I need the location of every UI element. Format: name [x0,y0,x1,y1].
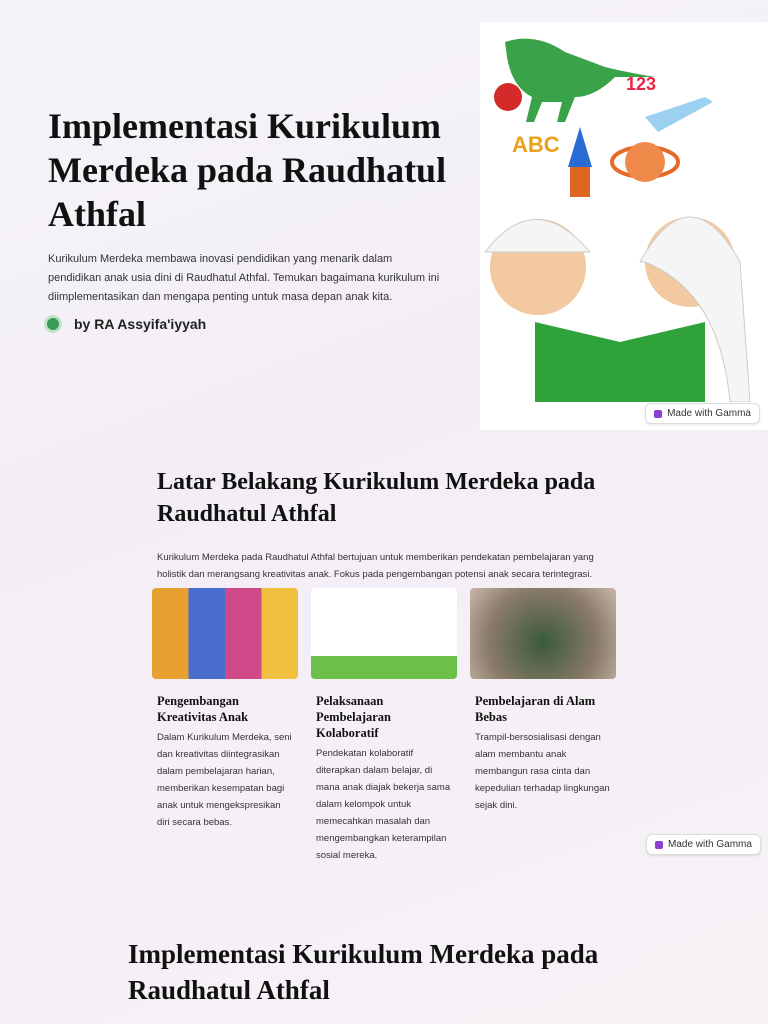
background-section [152,466,622,864]
author-logo-icon [44,315,62,333]
card-collaborative [311,588,457,864]
hero-description: Kurikulum Merdeka membawa inovasi pendidikan yang menarik dalam pendidikan anak usia dini di Raudhatul Athfal. Temukan bagaimana kurikulum ini diimplementasikan dan mengapa penting untuk masa depan anak kita. [48,253,440,303]
hero-section [48,104,468,333]
hero-illustration [480,22,768,430]
hero-title: Implementasi Kurikulum Merdeka pada Raudhatul Athfal [48,106,447,234]
gamma-logo-icon [655,841,663,849]
author [44,315,468,333]
card-title: Pengembangan Kreativitas Anak [157,694,249,724]
made-with-gamma-badge[interactable]: Made with Gamma [646,834,761,855]
card-creativity [152,588,298,864]
card-image [311,588,457,679]
cards [152,588,622,864]
card-text: Dalam Kurikulum Merdeka, seni dan kreativitas diintegrasikan dalam pembelajaran harian, memberikan kesempatan bagi anak untuk mengekspresikan diri secara bebas. [157,732,292,828]
card-title: Pelaksanaan Pembelajaran Kolaboratif [316,694,391,740]
card-image [470,588,616,679]
card-text: Trampil-bersosialisasi dengan alam membantu anak membangun rasa cinta dan kepedulian terhadap lingkungan sejak dini. [475,732,610,811]
card-image [152,588,298,679]
section-description: Kurikulum Merdeka pada Raudhatul Athfal bertujuan untuk memberikan pendekatan pembelajaran yang holistik dan merangsang kreativitas anak. Fokus pada pengembangan potensi anak secara terintegrasi. [157,552,594,580]
gamma-logo-icon [654,410,662,418]
card-nature [470,588,616,864]
letters-text: ABC [512,132,560,157]
card-text: Pendekatan kolaboratif diterapkan dalam belajar, di mana anak diajak bekerja sama dalam kelompok untuk memecahkan masalah dan mengembangkan keterampilan sosial mereka. [316,748,451,861]
made-with-gamma-badge[interactable]: Made with Gamma [645,403,760,424]
numbers-text: 123 [626,74,657,94]
section-title: Implementasi Kurikulum Merdeka pada Raudhatul Athfal [128,939,599,1005]
section-title: Latar Belakang Kurikulum Merdeka pada Raudhatul Athfal [157,469,596,527]
author-name: by RA Assyifa'iyyah [74,316,207,332]
card-title: Pembelajaran di Alam Bebas [475,694,596,724]
